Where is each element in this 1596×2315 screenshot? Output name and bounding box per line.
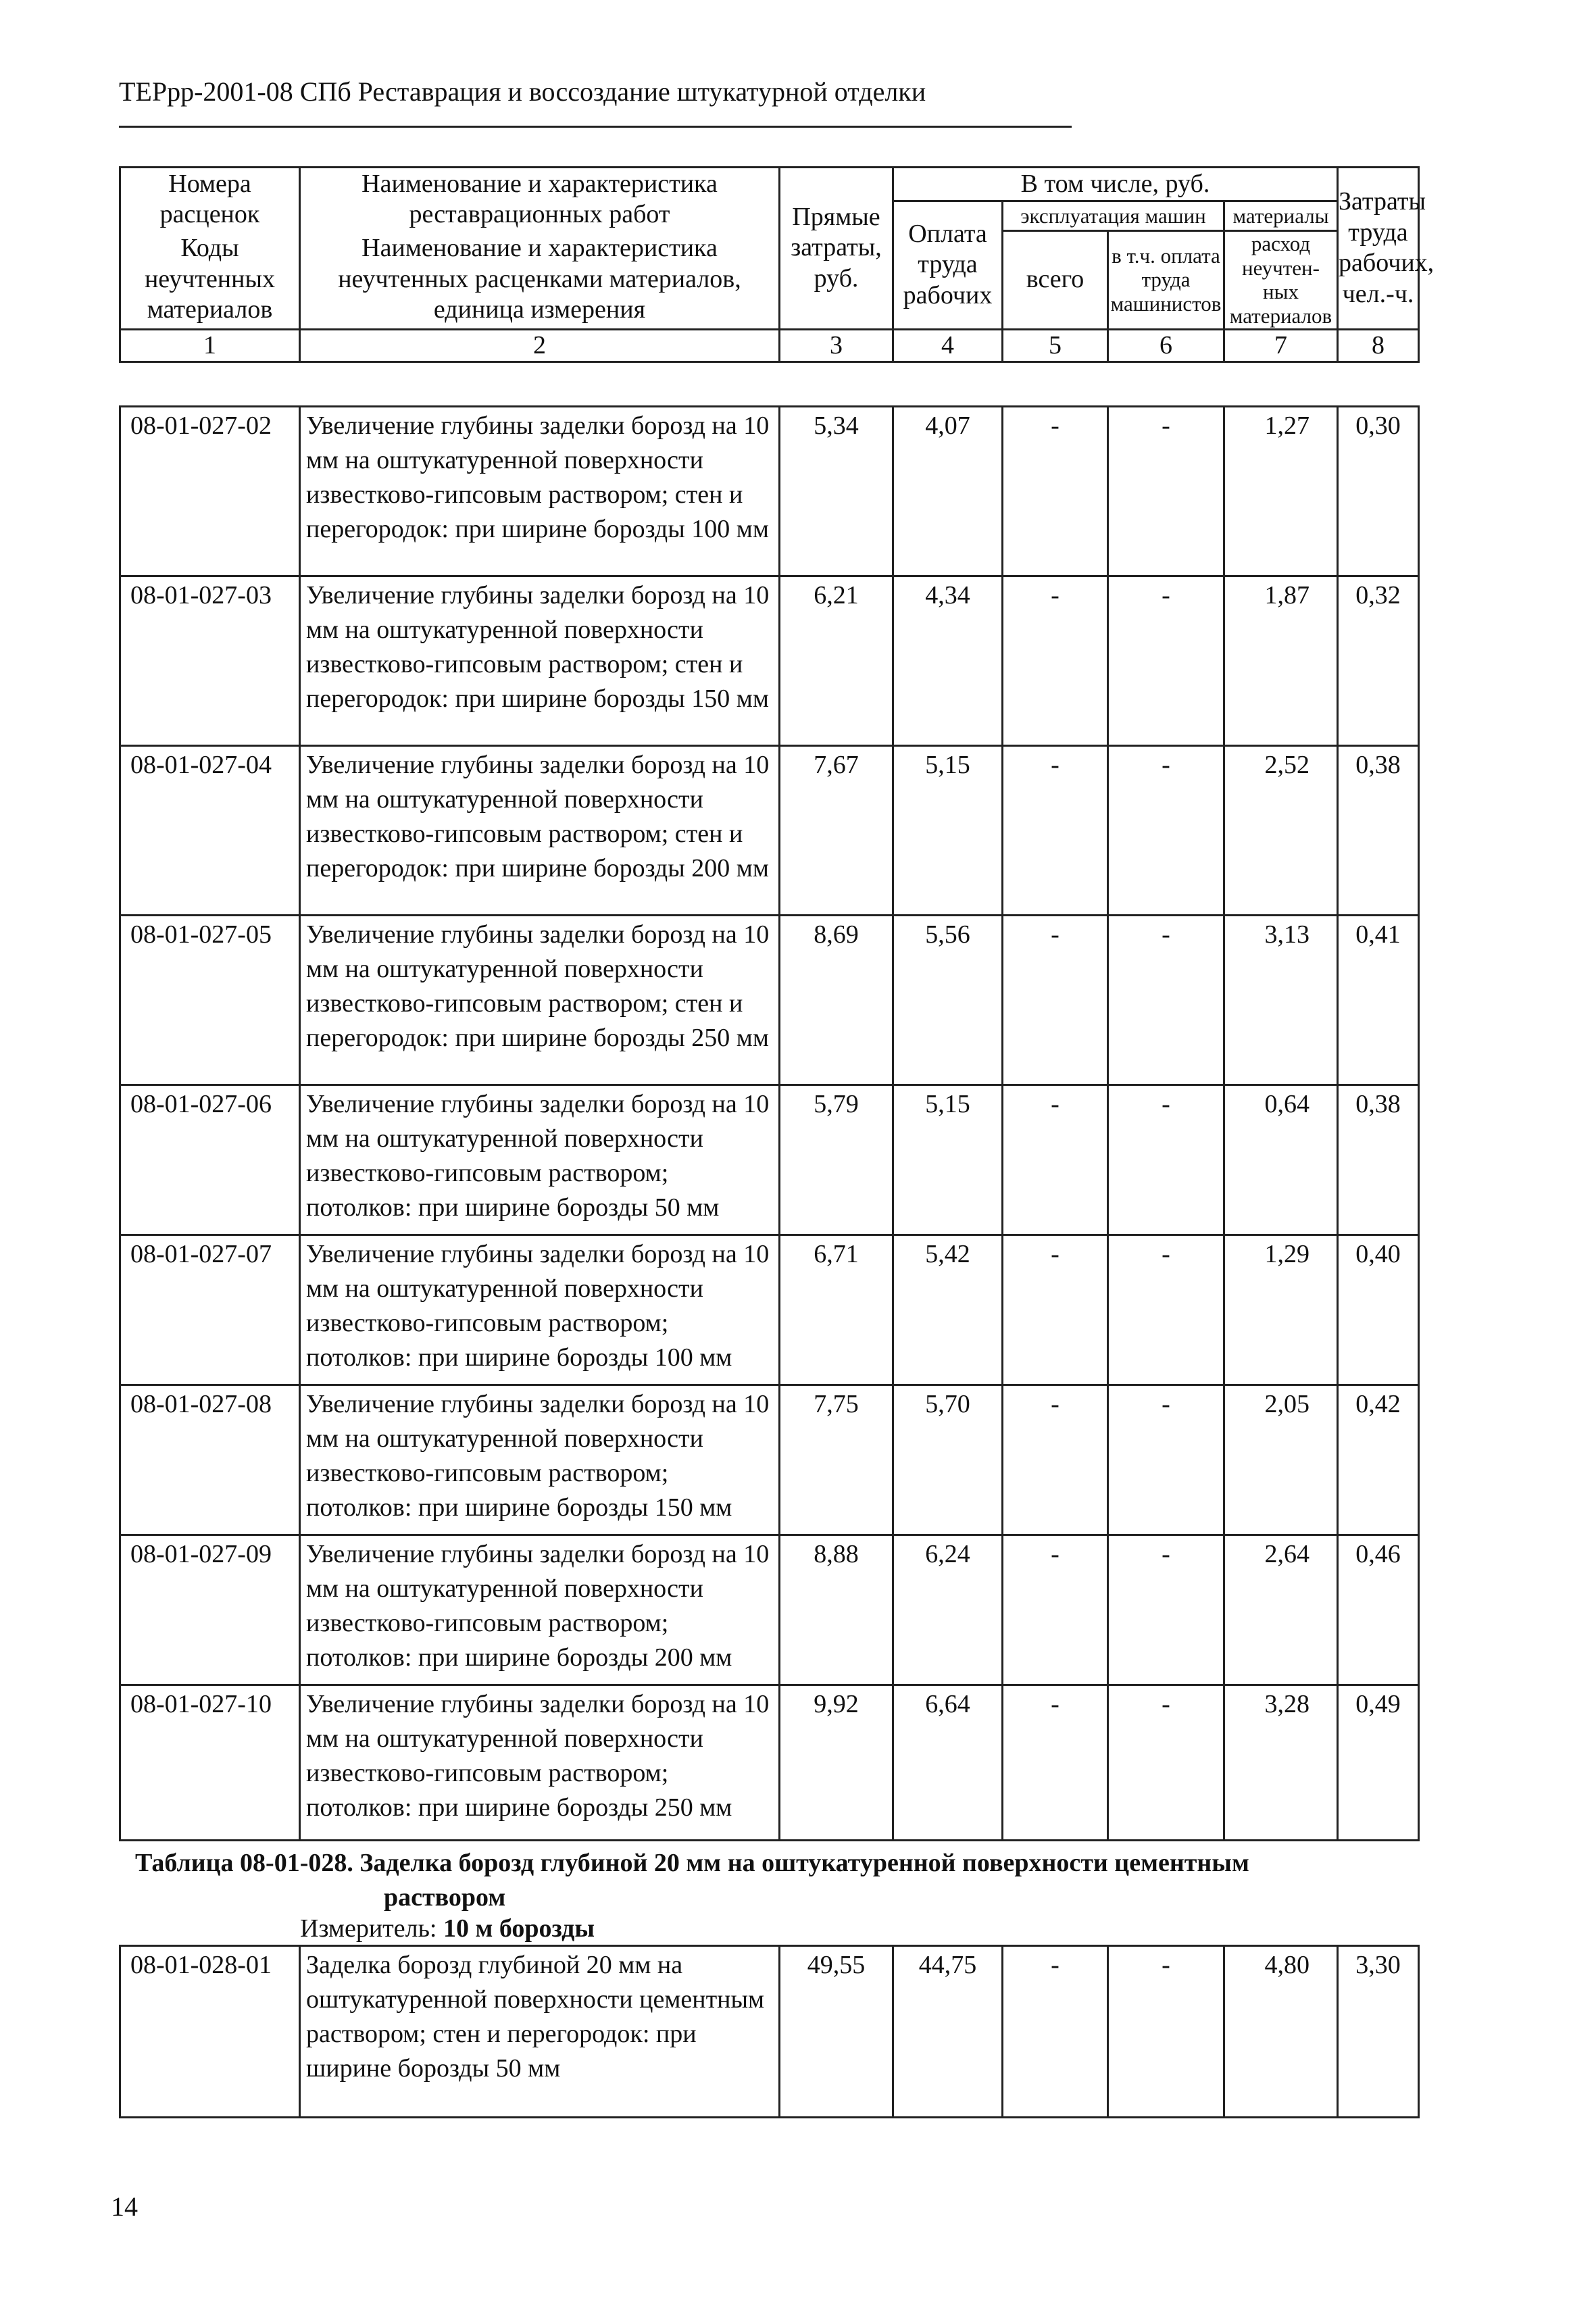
direct-cost: 5,79	[780, 1085, 893, 1235]
page-header: ТЕРрр-2001-08 СПб Реставрация и воссоздание штукатурной отделки	[119, 76, 926, 107]
col-machinist-pay: в т.ч. оплата труда машинистов	[1108, 231, 1224, 330]
machines-total: -	[1003, 916, 1108, 1085]
rate-description: Увеличение глубины заделки борозд на 10 мм на оштукатуренной поверхности известково-гипсовым раствором; стен и перегородок: при ширине борозды 250 мм	[300, 916, 780, 1085]
rate-description: Увеличение глубины заделки борозд на 10 мм на оштукатуренной поверхности известково-гипсовым раствором; потолков: при ширине борозды 50 мм	[300, 1085, 780, 1235]
materials-cost: 0,64	[1224, 1085, 1338, 1235]
col-material-name: Наименование и характеристика неучтенных расценками материалов, единица измерения	[300, 231, 780, 330]
materials-cost: 2,52	[1224, 746, 1338, 916]
materials-cost: 1,87	[1224, 576, 1338, 746]
machinist-pay: -	[1108, 1685, 1224, 1841]
rates-table-2	[119, 1945, 1420, 2118]
labor-pay: 5,42	[893, 1235, 1003, 1385]
rate-description: Увеличение глубины заделки борозд на 10 мм на оштукатуренной поверхности известково-гипсовым раствором; потолков: при ширине борозды 250 мм	[300, 1685, 780, 1841]
labor-hours: 0,38	[1338, 746, 1419, 916]
labor-pay: 5,15	[893, 746, 1003, 916]
labor-hours: 0,30	[1338, 407, 1419, 576]
col-number: 6	[1108, 329, 1224, 362]
table-row	[120, 407, 1419, 576]
rate-code: 08-01-027-06	[120, 1085, 300, 1235]
table-caption	[135, 1846, 1405, 1915]
unit-of-measure	[300, 1914, 595, 1943]
rate-code: 08-01-027-03	[120, 576, 300, 746]
machines-total: -	[1003, 1946, 1108, 2118]
rate-description: Увеличение глубины заделки борозд на 10 мм на оштукатуренной поверхности известково-гипсовым раствором; потолков: при ширине борозды 200 мм	[300, 1535, 780, 1685]
col-machines-total: всего	[1003, 231, 1108, 330]
rate-description: Увеличение глубины заделки борозд на 10 мм на оштукатуренной поверхности известково-гипсовым раствором; стен и перегородок: при ширине борозды 100 мм	[300, 407, 780, 576]
table-row	[120, 1685, 1419, 1841]
direct-cost: 7,75	[780, 1385, 893, 1535]
machinist-pay: -	[1108, 1535, 1224, 1685]
labor-hours: 0,49	[1338, 1685, 1419, 1841]
machinist-pay: -	[1108, 1946, 1224, 2118]
rate-description: Заделка борозд глубиной 20 мм на оштукатуренной поверхности цементным раствором; стен и перегородок: при ширине борозды 50 мм	[300, 1946, 780, 2118]
machinist-pay: -	[1108, 407, 1224, 576]
machinist-pay: -	[1108, 746, 1224, 916]
column-header-table	[119, 166, 1435, 363]
rate-code: 08-01-027-04	[120, 746, 300, 916]
table-row	[120, 1946, 1419, 2118]
table-row	[120, 916, 1419, 1085]
col-number: 2	[300, 329, 780, 362]
machines-total: -	[1003, 1535, 1108, 1685]
labor-hours: 0,41	[1338, 916, 1419, 1085]
col-material-usage: расход неучтен-ных материалов	[1224, 231, 1338, 330]
col-number: 4	[893, 329, 1003, 362]
materials-cost: 2,64	[1224, 1535, 1338, 1685]
table-caption-line2: раствором	[384, 1883, 506, 1912]
machines-total: -	[1003, 1235, 1108, 1385]
materials-cost: 4,80	[1224, 1946, 1338, 2118]
table-row	[120, 1535, 1419, 1685]
labor-hours: 0,38	[1338, 1085, 1419, 1235]
page-number: 14	[111, 2191, 138, 2222]
rate-code: 08-01-027-02	[120, 407, 300, 576]
machines-total: -	[1003, 576, 1108, 746]
labor-pay: 4,34	[893, 576, 1003, 746]
materials-cost: 3,13	[1224, 916, 1338, 1085]
materials-cost: 1,29	[1224, 1235, 1338, 1385]
machines-total: -	[1003, 746, 1108, 916]
table-row	[120, 576, 1419, 746]
direct-cost: 7,67	[780, 746, 893, 916]
rate-code: 08-01-027-07	[120, 1235, 300, 1385]
col-machines: эксплуатация машин	[1003, 201, 1224, 231]
col-number: 7	[1224, 329, 1338, 362]
col-number: 1	[120, 329, 300, 362]
labor-pay: 6,24	[893, 1535, 1003, 1685]
col-work-name: Наименование и характеристика реставрационных работ	[300, 168, 780, 231]
machinist-pay: -	[1108, 1385, 1224, 1535]
labor-pay: 4,07	[893, 407, 1003, 576]
table-row	[120, 746, 1419, 916]
col-rate-numbers: Номера расценок	[120, 168, 300, 231]
rate-description: Увеличение глубины заделки борозд на 10 мм на оштукатуренной поверхности известково-гипсовым раствором; потолков: при ширине борозды 150 мм	[300, 1385, 780, 1535]
unit-value: 10 м борозды	[443, 1914, 595, 1943]
col-number: 8	[1338, 329, 1419, 362]
labor-pay: 5,70	[893, 1385, 1003, 1535]
labor-pay: 5,15	[893, 1085, 1003, 1235]
table-row	[120, 1385, 1419, 1535]
labor-hours: 0,42	[1338, 1385, 1419, 1535]
rate-description: Увеличение глубины заделки борозд на 10 мм на оштукатуренной поверхности известково-гипсовым раствором; потолков: при ширине борозды 100 мм	[300, 1235, 780, 1385]
labor-pay: 6,64	[893, 1685, 1003, 1841]
labor-hours: 0,32	[1338, 576, 1419, 746]
rate-description: Увеличение глубины заделки борозд на 10 мм на оштукатуренной поверхности известково-гипсовым раствором; стен и перегородок: при ширине борозды 150 мм	[300, 576, 780, 746]
rate-code: 08-01-028-01	[120, 1946, 300, 2118]
labor-pay: 44,75	[893, 1946, 1003, 2118]
col-group-including: В том числе, руб.	[893, 168, 1338, 201]
table-caption-line1: Таблица 08-01-028. Заделка борозд глубиной 20 мм на оштукатуренной поверхности цементным	[135, 1849, 1249, 1877]
rate-code: 08-01-027-10	[120, 1685, 300, 1841]
direct-cost: 5,34	[780, 407, 893, 576]
direct-cost: 9,92	[780, 1685, 893, 1841]
direct-cost: 6,21	[780, 576, 893, 746]
labor-hours: 0,46	[1338, 1535, 1419, 1685]
col-number: 5	[1003, 329, 1108, 362]
rate-code: 08-01-027-05	[120, 916, 300, 1085]
machinist-pay: -	[1108, 916, 1224, 1085]
col-worker-pay: Оплата труда рабочих	[893, 201, 1003, 330]
direct-cost: 6,71	[780, 1235, 893, 1385]
labor-hours: 0,40	[1338, 1235, 1419, 1385]
machinist-pay: -	[1108, 576, 1224, 746]
machines-total: -	[1003, 407, 1108, 576]
materials-cost: 3,28	[1224, 1685, 1338, 1841]
rate-description: Увеличение глубины заделки борозд на 10 мм на оштукатуренной поверхности известково-гипсовым раствором; стен и перегородок: при ширине борозды 200 мм	[300, 746, 780, 916]
rate-code: 08-01-027-09	[120, 1535, 300, 1685]
rate-code: 08-01-027-08	[120, 1385, 300, 1535]
col-number: 3	[780, 329, 893, 362]
table-row	[120, 1235, 1419, 1385]
machinist-pay: -	[1108, 1085, 1224, 1235]
machines-total: -	[1003, 1685, 1108, 1841]
labor-hours: 3,30	[1338, 1946, 1419, 2118]
col-labor-hours: Затраты труда рабочих, чел.-ч.	[1338, 168, 1419, 330]
direct-cost: 8,69	[780, 916, 893, 1085]
table-row	[120, 1085, 1419, 1235]
unit-label: Измеритель:	[300, 1914, 437, 1943]
col-material-codes: Коды неучтенных материалов	[120, 231, 300, 330]
materials-cost: 1,27	[1224, 407, 1338, 576]
direct-cost: 49,55	[780, 1946, 893, 2118]
materials-cost: 2,05	[1224, 1385, 1338, 1535]
machines-total: -	[1003, 1085, 1108, 1235]
col-direct-costs: Прямые затраты, руб.	[780, 168, 893, 330]
header-rule	[119, 126, 1072, 128]
machinist-pay: -	[1108, 1235, 1224, 1385]
direct-cost: 8,88	[780, 1535, 893, 1685]
col-materials: материалы	[1224, 201, 1338, 231]
machines-total: -	[1003, 1385, 1108, 1535]
rates-table	[119, 405, 1420, 1841]
labor-pay: 5,56	[893, 916, 1003, 1085]
